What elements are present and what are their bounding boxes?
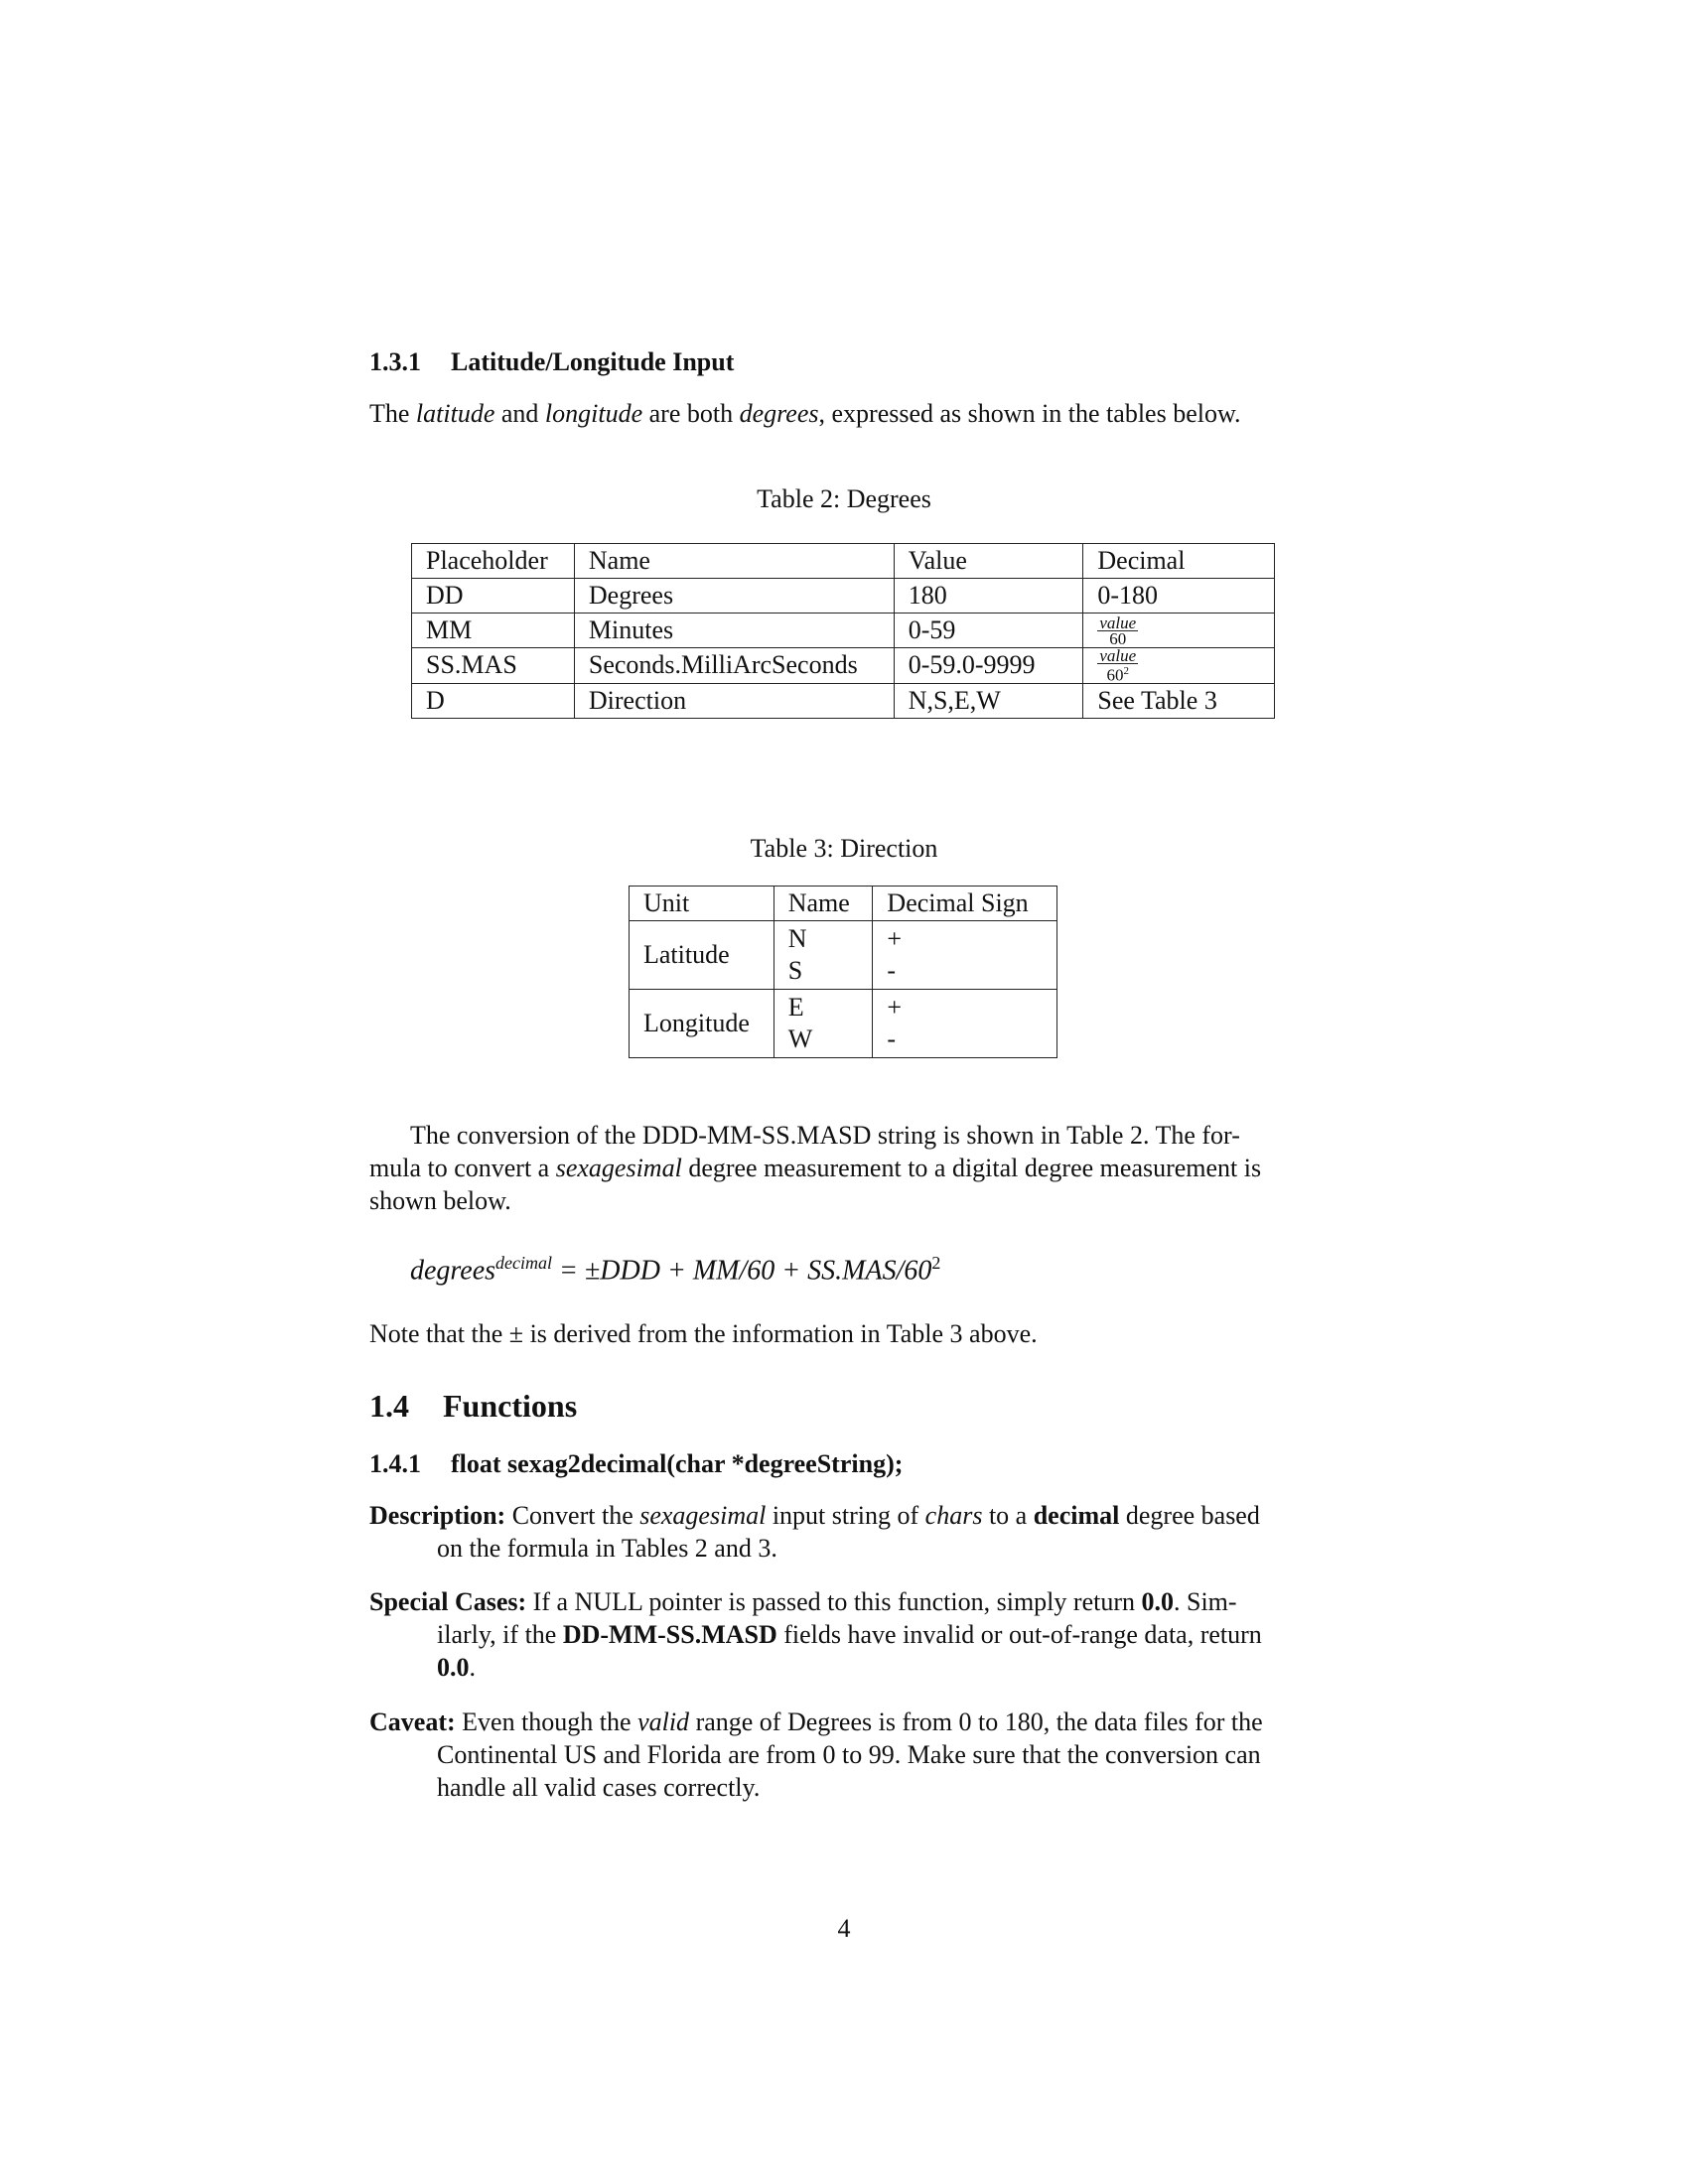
table-degrees bbox=[411, 543, 1275, 719]
page-number: 4 bbox=[837, 1914, 851, 1943]
table-cell: DD bbox=[412, 579, 575, 614]
note-paragraph bbox=[369, 1317, 1319, 1350]
section-title: Latitude/Longitude Input bbox=[451, 347, 735, 376]
special-cases-zero: 0.0 bbox=[437, 1653, 470, 1682]
special-cases-text: . bbox=[469, 1653, 476, 1682]
caveat-line: Continental US and Florida are from 0 to 99. Make sure that the conversion can bbox=[437, 1740, 1261, 1769]
special-cases-item bbox=[369, 1585, 1319, 1684]
formula-exponent: 2 bbox=[931, 1253, 941, 1273]
table-row bbox=[412, 683, 1275, 718]
conversion-text: degree measurement to a digital degree measurement is bbox=[681, 1154, 1262, 1182]
decimal-sign: + bbox=[887, 924, 903, 953]
special-cases-line bbox=[369, 1618, 1319, 1651]
decimal-sign: + bbox=[887, 993, 903, 1022]
table-cell bbox=[873, 921, 1057, 990]
conversion-text: mula to convert a bbox=[369, 1154, 556, 1182]
description-line bbox=[369, 1499, 1319, 1532]
caveat-text: range of Degrees is from 0 to 180, the data files for the bbox=[689, 1707, 1263, 1736]
section-title: Functions bbox=[443, 1388, 578, 1424]
special-cases-text: ilarly, if the bbox=[437, 1620, 563, 1649]
table-cell: Minutes bbox=[574, 614, 894, 648]
table-cell bbox=[774, 921, 873, 990]
intro-text: and bbox=[494, 399, 545, 428]
formula-lhs: degrees bbox=[410, 1255, 496, 1287]
note-text: is derived from the information in Table 3 above. bbox=[523, 1319, 1038, 1348]
formula-rhs: = ±DDD + MM/60 + SS.MAS/60 bbox=[559, 1255, 932, 1287]
table-row bbox=[412, 579, 1275, 614]
special-cases-text: . Sim- bbox=[1174, 1587, 1237, 1616]
fraction-denominator: 60 bbox=[1109, 628, 1127, 648]
fraction bbox=[1097, 648, 1138, 683]
description-text: input string of bbox=[766, 1501, 925, 1530]
special-cases-fields: DD-MM-SS.MASD bbox=[562, 1620, 777, 1649]
caveat-valid: valid bbox=[637, 1707, 690, 1736]
section-number: 1.4 bbox=[369, 1388, 409, 1424]
description-text: Convert the bbox=[505, 1501, 640, 1530]
table-cell: MM bbox=[412, 614, 575, 648]
table-cell bbox=[873, 990, 1057, 1058]
special-cases-line bbox=[369, 1585, 1319, 1618]
table-cell: SS.MAS bbox=[412, 648, 575, 684]
table-cell: Latitude bbox=[630, 921, 774, 990]
table-cell: 0-59.0-9999 bbox=[894, 648, 1083, 684]
caveat-line: handle all valid cases correctly. bbox=[437, 1773, 761, 1802]
decimal-sign: - bbox=[887, 956, 897, 985]
section-heading-1-3-1 bbox=[369, 345, 734, 378]
section-heading-1-4 bbox=[369, 1390, 577, 1423]
intro-longitude: longitude bbox=[544, 399, 643, 428]
fraction bbox=[1097, 615, 1138, 646]
conversion-line: shown below. bbox=[369, 1186, 511, 1215]
table-cell bbox=[774, 990, 873, 1058]
header-cell: Unit bbox=[630, 887, 774, 921]
fraction-numerator: value bbox=[1099, 646, 1137, 665]
denominator-base: 60 bbox=[1106, 665, 1124, 685]
caveat-label: Caveat: bbox=[369, 1707, 456, 1736]
table-cell: D bbox=[412, 683, 575, 718]
conversion-formula bbox=[410, 1247, 940, 1287]
special-cases-text: fields have invalid or out-of-range data, return bbox=[776, 1620, 1262, 1649]
header-cell: Name bbox=[774, 887, 873, 921]
table-cell bbox=[1083, 614, 1275, 648]
caveat-line bbox=[369, 1706, 1319, 1738]
description-text: degree based bbox=[1119, 1501, 1260, 1530]
direction-name: N bbox=[787, 924, 807, 953]
special-cases-label: Special Cases: bbox=[369, 1587, 527, 1616]
fraction-numerator: value bbox=[1099, 613, 1137, 632]
description-chars: chars bbox=[924, 1501, 983, 1530]
table-cell bbox=[1083, 648, 1275, 684]
special-cases-text: If a NULL pointer is passed to this function, simply return bbox=[526, 1587, 1142, 1616]
intro-text: are both bbox=[642, 399, 740, 428]
intro-paragraph bbox=[369, 397, 1319, 430]
note-plus-minus: ± bbox=[508, 1319, 524, 1348]
table-cell: Degrees bbox=[574, 579, 894, 614]
section-number: 1.3.1 bbox=[369, 347, 421, 376]
table-cell: Seconds.MilliArcSeconds bbox=[574, 648, 894, 684]
header-cell: Decimal Sign bbox=[873, 887, 1057, 921]
intro-text: The bbox=[369, 399, 416, 428]
direction-name: W bbox=[787, 1024, 813, 1053]
intro-latitude: latitude bbox=[415, 399, 495, 428]
intro-text: , expressed as shown in the tables below. bbox=[818, 399, 1241, 428]
section-heading-1-4-1 bbox=[369, 1447, 903, 1480]
description-label: Description: bbox=[369, 1501, 506, 1530]
conversion-sexagesimal: sexagesimal bbox=[555, 1154, 682, 1182]
table3-caption: Table 3: Direction bbox=[750, 834, 938, 863]
formula-superscript: decimal bbox=[495, 1253, 553, 1273]
header-cell: Placeholder bbox=[412, 544, 575, 579]
table-cell: Longitude bbox=[630, 990, 774, 1058]
table-cell: 0-59 bbox=[894, 614, 1083, 648]
direction-name: S bbox=[787, 956, 803, 985]
table-cell: See Table 3 bbox=[1083, 683, 1275, 718]
table-cell: 180 bbox=[894, 579, 1083, 614]
caveat-item bbox=[369, 1706, 1319, 1804]
header-cell: Decimal bbox=[1083, 544, 1275, 579]
table-row bbox=[630, 921, 1057, 990]
header-cell: Value bbox=[894, 544, 1083, 579]
direction-name: E bbox=[787, 993, 804, 1022]
caveat-text: Even though the bbox=[455, 1707, 638, 1736]
table-header-row bbox=[412, 544, 1275, 579]
table-row bbox=[412, 648, 1275, 684]
header-cell: Name bbox=[574, 544, 894, 579]
table-row bbox=[630, 990, 1057, 1058]
special-cases-line bbox=[369, 1651, 1319, 1684]
fraction-denominator bbox=[1097, 664, 1138, 683]
section-title: float sexag2decimal(char *degreeString); bbox=[451, 1449, 904, 1478]
description-text: to a bbox=[982, 1501, 1034, 1530]
table-cell: 0-180 bbox=[1083, 579, 1275, 614]
table-header-row bbox=[630, 887, 1057, 921]
intro-degrees: degrees bbox=[739, 399, 819, 428]
table-cell: N,S,E,W bbox=[894, 683, 1083, 718]
denominator-exponent: 2 bbox=[1123, 665, 1130, 677]
table-cell: Direction bbox=[574, 683, 894, 718]
special-cases-zero: 0.0 bbox=[1141, 1587, 1174, 1616]
decimal-sign: - bbox=[887, 1024, 897, 1053]
description-line: on the formula in Tables 2 and 3. bbox=[437, 1534, 777, 1563]
description-item bbox=[369, 1499, 1319, 1565]
description-sexagesimal: sexagesimal bbox=[639, 1501, 767, 1530]
table-direction bbox=[629, 886, 1057, 1058]
table2-caption: Table 2: Degrees bbox=[757, 484, 931, 513]
conversion-line bbox=[369, 1152, 1319, 1184]
conversion-line: The conversion of the DDD-MM-SS.MASD string is shown in Table 2. The for- bbox=[410, 1121, 1240, 1150]
table-row bbox=[412, 614, 1275, 648]
description-decimal: decimal bbox=[1033, 1501, 1120, 1530]
note-text: Note that the bbox=[369, 1319, 509, 1348]
conversion-paragraph bbox=[369, 1119, 1319, 1217]
section-number: 1.4.1 bbox=[369, 1449, 421, 1478]
